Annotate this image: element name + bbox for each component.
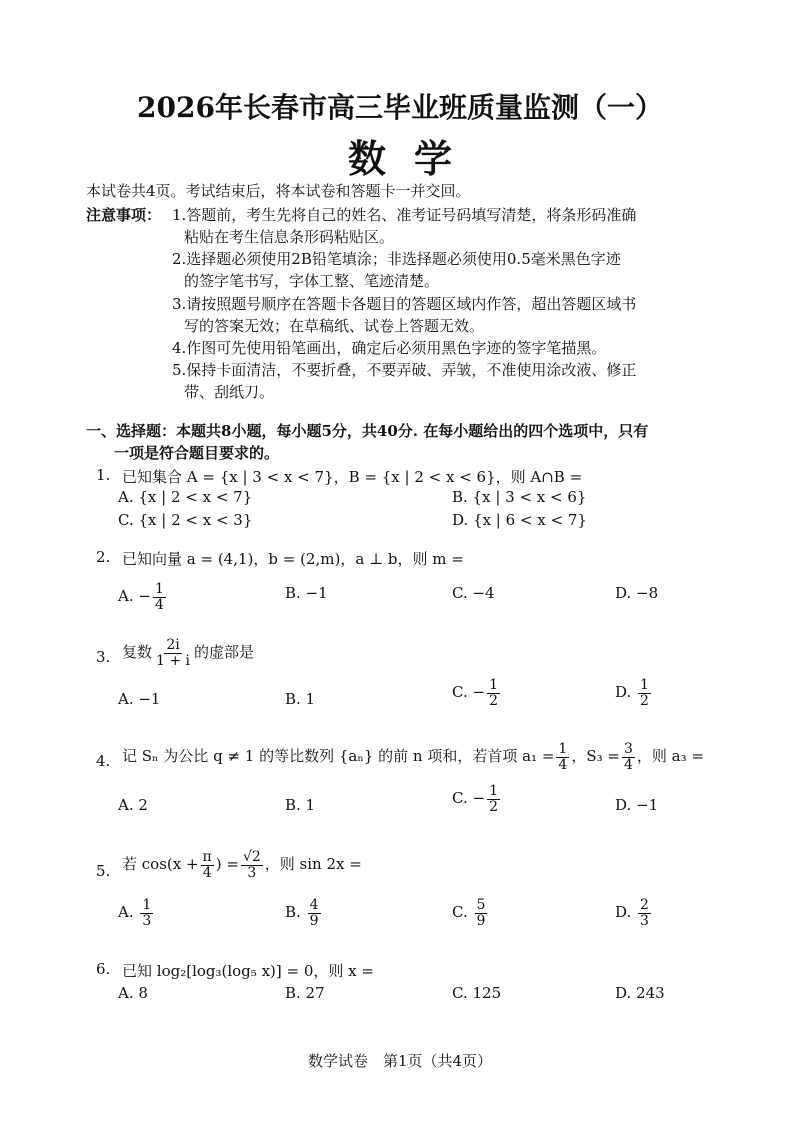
section-heading-cont: 一项是符合题目要求的。 <box>114 444 280 462</box>
numerator: √2 <box>242 849 261 865</box>
fraction <box>153 582 166 612</box>
question-number: 6. <box>96 960 111 978</box>
stem-text: ) = <box>215 855 239 874</box>
option-d <box>615 678 653 708</box>
question-stem <box>122 638 254 668</box>
option-c: C. {x | 2 < x < 3} <box>118 511 253 529</box>
numerator: 5 <box>476 897 486 913</box>
option-label: D. <box>615 903 632 922</box>
denominator: 3 <box>640 912 649 929</box>
question-number: 2. <box>96 548 111 566</box>
option-a <box>118 898 155 928</box>
option-b <box>285 898 323 928</box>
note-line: 写的答案无效；在草稿纸、试卷上答题无效。 <box>184 317 485 335</box>
subject-title: 数学 <box>347 136 480 181</box>
fraction <box>487 678 500 708</box>
denominator: 2 <box>489 692 498 709</box>
option-c <box>452 898 489 928</box>
option-a <box>118 582 168 612</box>
numerator: π <box>202 849 212 865</box>
option-label: C. <box>452 683 468 702</box>
stem-text: ，S₃ = <box>571 747 620 766</box>
note-line: 2.选择题必须使用2B铅笔填涂；非选择题必须使用0.5毫米黑色字迹 <box>172 250 621 268</box>
note-line: 的签字笔书写，字体工整、笔迹清楚。 <box>184 272 440 290</box>
minus-sign: − <box>138 587 151 606</box>
denominator: 4 <box>623 756 633 773</box>
numerator: 3 <box>623 741 633 757</box>
question-stem: 已知向量 a = (4,1)，b = (2,m)，a ⊥ b，则 m = <box>122 550 464 568</box>
option-d: D. 243 <box>615 984 665 1002</box>
option-a: A. 2 <box>118 796 148 814</box>
option-b: B. 27 <box>285 984 325 1002</box>
option-b: B. 1 <box>285 690 316 708</box>
option-c: C. −4 <box>452 584 495 602</box>
numerator: 2i <box>166 637 180 653</box>
option-b: B. {x | 3 < x < 6} <box>452 488 587 506</box>
numerator: 1 <box>489 677 498 693</box>
option-d <box>615 898 653 928</box>
note-line: 5.保持卡面清洁，不要折叠，不要弄破、弄皱，不准使用涂改液、修正 <box>172 361 637 379</box>
option-label: A. <box>118 903 134 922</box>
option-label: D. <box>615 683 632 702</box>
denominator: 1 + i <box>156 652 191 669</box>
fraction <box>622 742 635 772</box>
option-b: B. −1 <box>285 584 328 602</box>
option-a: A. −1 <box>118 690 161 708</box>
question-number: 5. <box>96 862 111 880</box>
fraction <box>475 898 488 928</box>
note-line: 4.作图可先使用铅笔画出，确定后必须用黑色字迹的签字笔描黑。 <box>172 339 607 357</box>
fraction <box>638 898 651 928</box>
fraction <box>556 742 569 772</box>
denominator: 9 <box>476 912 486 929</box>
option-c: C. 125 <box>452 984 502 1002</box>
question-stem: 已知 log₂[log₃(log₅ x)] = 0，则 x = <box>122 962 374 980</box>
numerator: 1 <box>640 677 649 693</box>
stem-text: ，则 a₃ = <box>636 747 704 766</box>
minus-sign: − <box>472 683 486 702</box>
option-d: D. −8 <box>615 584 659 602</box>
option-d: D. {x | 6 < x < 7} <box>452 511 587 529</box>
numerator: 4 <box>309 897 319 913</box>
question-number: 3. <box>96 648 111 666</box>
section-heading: 一、选择题：本题共8小题，每小题5分，共40分. 在每小题给出的四个选项中，只有 <box>86 422 649 440</box>
denominator: 2 <box>640 692 649 709</box>
fraction <box>638 678 651 708</box>
option-d: D. −1 <box>615 796 659 814</box>
page-footer: 数学试卷 第1页（共4页） <box>307 1052 493 1070</box>
numerator: 2 <box>640 897 649 913</box>
denominator: 3 <box>247 864 257 881</box>
question-stem <box>122 850 362 880</box>
minus-sign: − <box>472 789 486 808</box>
notes-label: 注意事项： <box>86 206 162 224</box>
question-stem <box>122 742 704 772</box>
question-stem: 已知集合 A = {x | 3 < x < 7}，B = {x | 2 < x < 6}，则 A∩B = <box>122 468 583 486</box>
option-label: C. <box>452 789 468 808</box>
option-label: C. <box>452 903 468 922</box>
denominator: 4 <box>202 864 212 881</box>
stem-text: 复数 <box>122 643 153 662</box>
fraction <box>241 850 263 880</box>
note-line: 1.答题前，考生先将自己的姓名、准考证号码填写清楚，将条形码准确 <box>172 206 637 224</box>
option-a: A. {x | 2 < x < 7} <box>118 488 253 506</box>
option-c <box>452 678 502 708</box>
denominator: 4 <box>558 756 568 773</box>
option-b: B. 1 <box>285 796 316 814</box>
intro-text: 本试卷共4页。考试结束后，将本试卷和答题卡一并交回。 <box>86 182 471 200</box>
stem-text: 记 Sₙ 为公比 q ≠ 1 的等比数列 {aₙ} 的前 n 项和，若首项 a₁ = <box>122 747 555 766</box>
exam-title: 2026年长春市高三毕业班质量监测（一） <box>137 91 663 124</box>
stem-text: 若 cos(x + <box>122 855 199 874</box>
denominator: 4 <box>154 596 164 613</box>
numerator: 1 <box>142 897 152 913</box>
question-number: 1. <box>96 466 111 484</box>
denominator: 3 <box>142 912 152 929</box>
fraction <box>487 784 500 814</box>
numerator: 1 <box>558 741 568 757</box>
fraction <box>154 638 192 668</box>
option-label: B. <box>285 903 301 922</box>
question-number: 4. <box>96 752 111 770</box>
option-c <box>452 784 502 814</box>
option-a: A. 8 <box>118 984 148 1002</box>
fraction <box>201 850 214 880</box>
stem-text: 的虚部是 <box>194 643 255 662</box>
note-line: 3.请按照题号顺序在答题卡各题目的答题区域内作答，超出答题区域书 <box>172 295 637 313</box>
stem-text: ，则 sin 2x = <box>264 855 362 874</box>
fraction <box>140 898 153 928</box>
numerator: 1 <box>489 783 498 799</box>
note-line: 带、刮纸刀。 <box>184 383 275 401</box>
denominator: 2 <box>489 798 498 815</box>
fraction <box>308 898 321 928</box>
note-line: 粘贴在考生信息条形码粘贴区。 <box>184 228 395 246</box>
denominator: 9 <box>309 912 319 929</box>
option-label: A. <box>118 587 134 606</box>
numerator: 1 <box>154 581 164 597</box>
